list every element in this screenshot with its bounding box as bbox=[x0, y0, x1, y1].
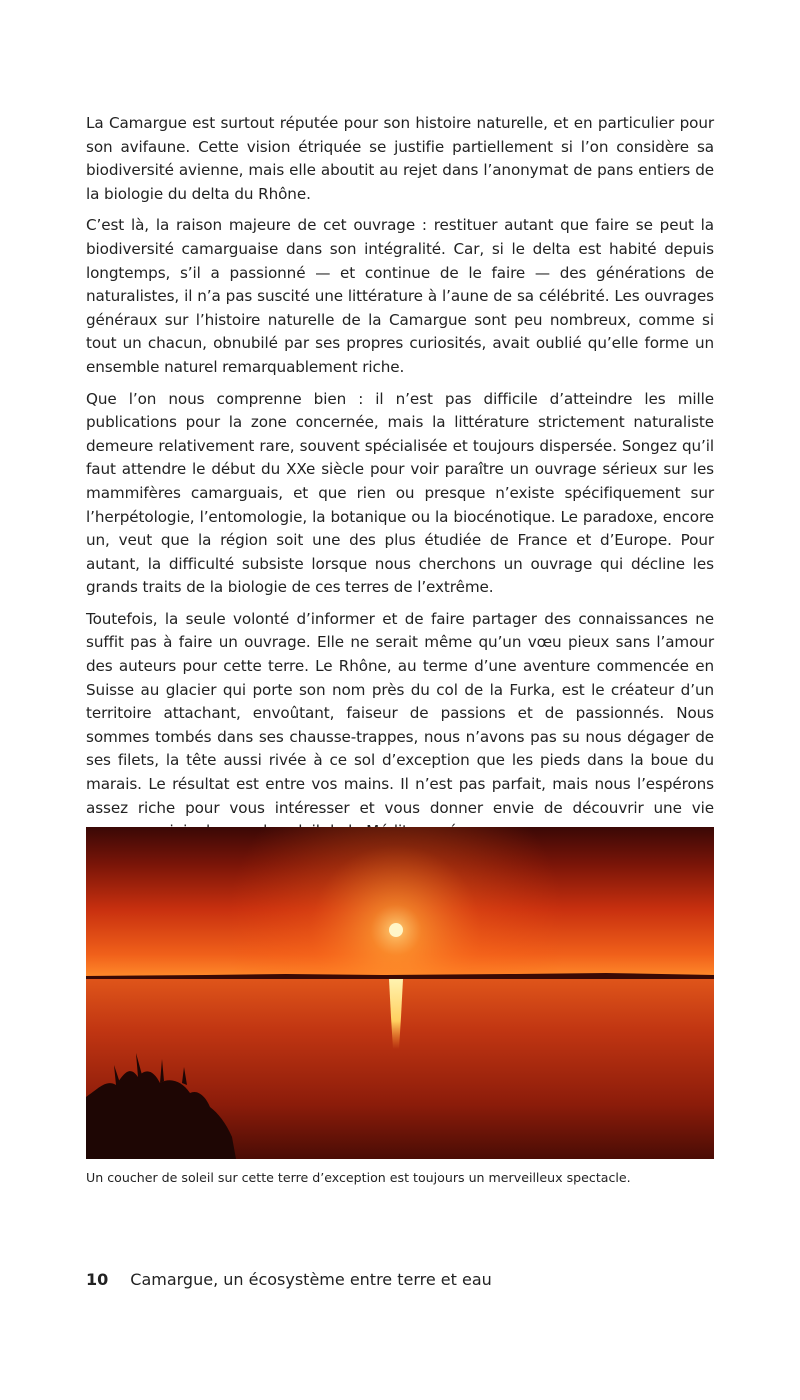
sun bbox=[389, 923, 403, 937]
page-number: 10 bbox=[86, 1270, 109, 1289]
paragraph-3: Que l’on nous comprenne bien : il n’est pas difficile d’atteindre les mille publications pour la zone concernée, mais la littérature strictement naturaliste demeure relativement rare, souvent spécialisée et toujours dispersée. Songez qu’il faut attendre le début du XXe siècle pour voir paraître un ouvrage sérieux sur les mammifères camarguais, et que rien ou presque n’existe spécifiquement sur l’herpétologie, l’entomologie, la botanique ou la biocénotique. Le paradoxe, encore un, veut que la région soit une des plus étudiée de France et d’Europe. Pour autant, la difficulté subsiste lorsque nous cherchons un ouvrage qui décline les grands traits de la biologie de ces terres de l’extrême. bbox=[86, 389, 714, 597]
body-text bbox=[86, 112, 714, 844]
running-title: Camargue, un écosystème entre terre et eau bbox=[130, 1270, 492, 1289]
sun-glow bbox=[86, 827, 714, 977]
photo-caption: Un coucher de soleil sur cette terre d’exception est toujours un merveilleux spectacle. bbox=[86, 1170, 631, 1185]
paragraph-1: La Camargue est surtout réputée pour son histoire naturelle, et en particulier pour son avifaune. Cette vision étriquée se justifie partiellement si l’on considère sa biodiversité avienne, mais elle aboutit au rejet dans l’anonymat de pans entiers de la biologie du delta du Rhône. bbox=[86, 114, 714, 203]
paragraph-2: C’est là, la raison majeure de cet ouvrage : restituer autant que faire se peut la biodiversité camarguaise dans son intégralité. Car, si le delta est habité depuis longtemps, s’il a passionné — et continue de le faire — des générations de naturalistes, il n’a pas suscité une littérature à l’aune de sa célébrité. Les ouvrages généraux sur l’histoire naturelle de la Camargue sont peu nombreux, comme si tout un chacun, obnubilé par ses propres curiosités, avait oublié qu’elle forme un ensemble naturel remarquablement riche. bbox=[86, 216, 714, 376]
sunset-photo bbox=[86, 827, 714, 1159]
paragraph-4: Toutefois, la seule volonté d’informer et de faire partager des connaissances ne suffit pas à faire un ouvrage. Elle ne serait même qu’un vœu pieux sans l’amour des auteurs pour cette terre. Le Rhône, au terme d’une aventure commencée en Suisse au glacier qui porte son nom près du col de la Furka, est le créateur d’un territoire attachant, envoûtant, faiseur de passions et de passionnés. Nous sommes tombés dans ses chausse-trappes, nous n’avons pas su nous dégager de ses filets, la tête aussi rivée à ce sol d’exception que les pieds dans la boue du marais. Le résultat est entre vos mains. Il n’est pas parfait, mais nous l’espérons assez riche pour vous intéresser et vous donner envie de découvrir une vie bbox=[86, 609, 714, 817]
page-footer bbox=[86, 1269, 492, 1291]
